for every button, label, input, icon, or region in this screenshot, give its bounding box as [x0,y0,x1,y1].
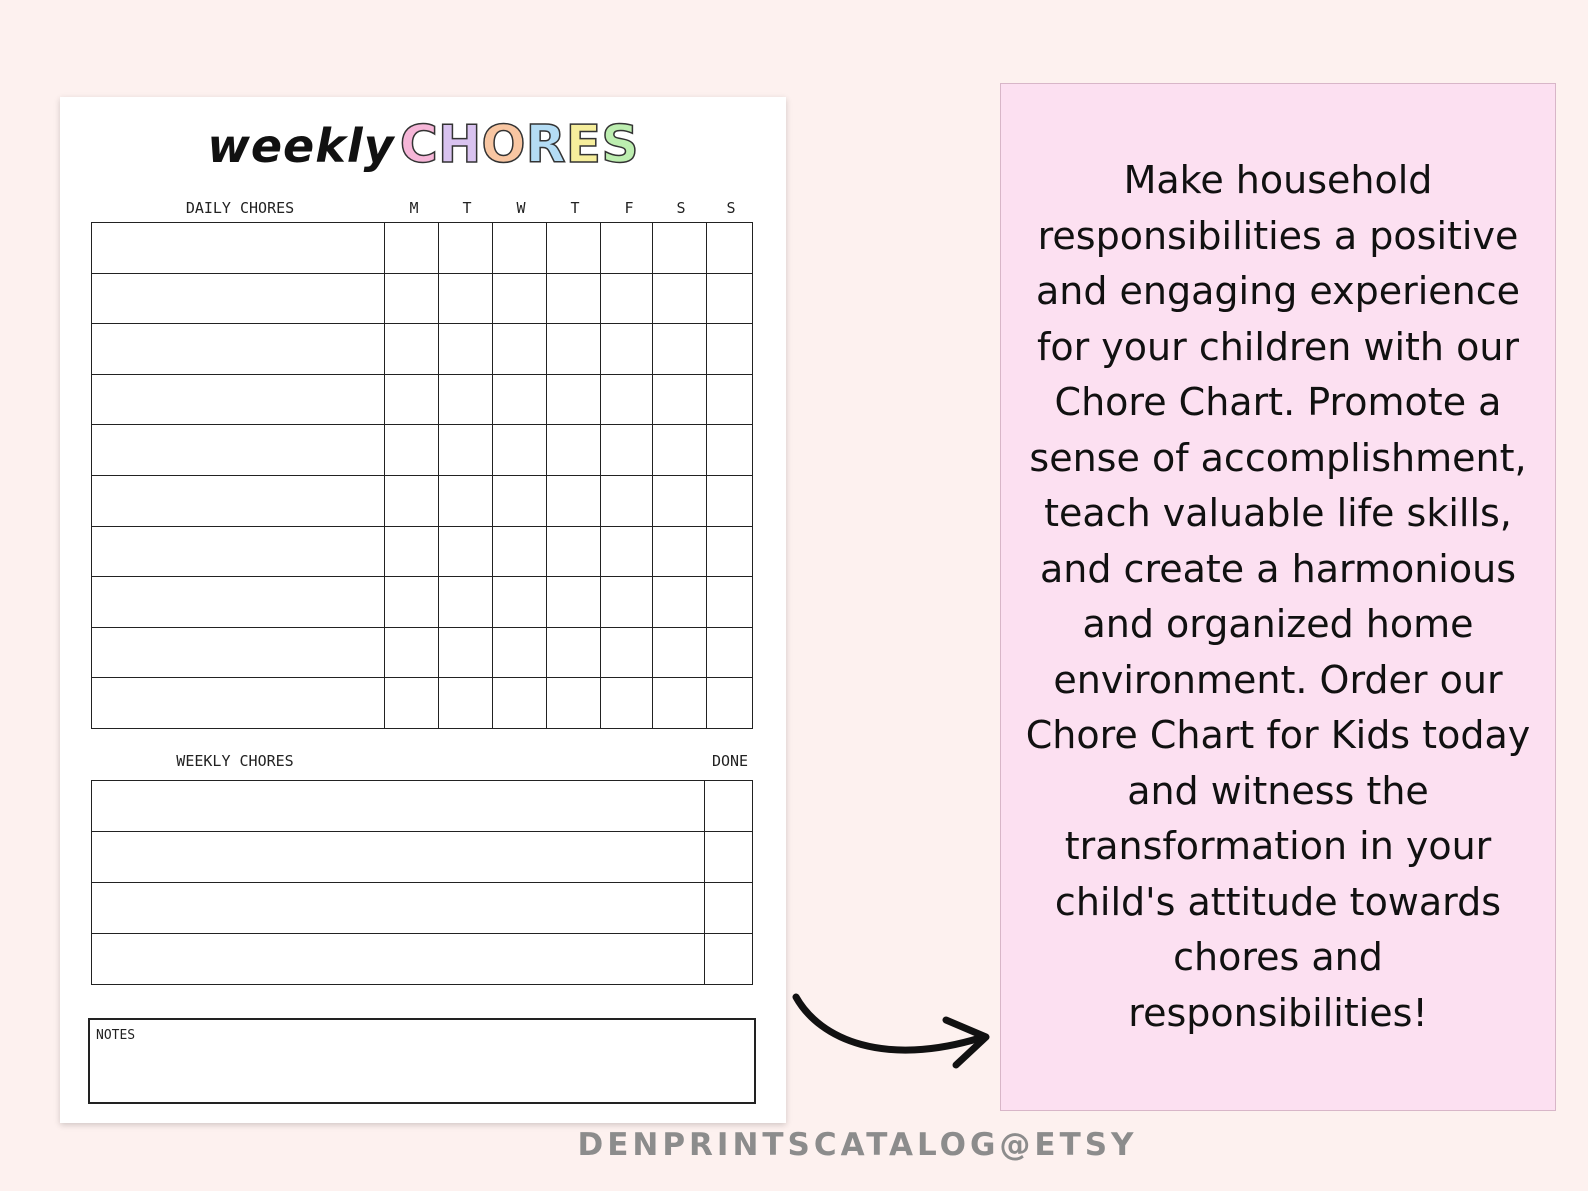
day-header-6: S [726,199,736,217]
done-cell [705,883,753,934]
weekly-chores-table [91,780,753,985]
day-header-5: S [676,199,686,217]
etsy-shop-footer: DENPRINTSCATALOG@ETSY [577,1127,1138,1163]
checkbox-cell [601,475,653,526]
checkbox-cell [492,678,546,729]
checkbox-cell [601,273,653,324]
day-header-1: T [462,199,472,217]
checkbox-cell [653,475,706,526]
checkbox-cell [439,627,492,678]
done-header: DONE [711,752,749,770]
notes-box [88,1018,756,1104]
checkbox-cell [601,577,653,628]
table-row [92,425,753,476]
checkbox-cell [439,273,492,324]
checkbox-cell [492,425,546,476]
checkbox-cell [546,475,600,526]
notes-label: NOTES [96,1028,136,1043]
checkbox-cell [706,577,752,628]
checkbox-cell [706,678,752,729]
title-letter-0: C [399,115,438,175]
chore-cell [92,475,385,526]
day-header-0: M [409,199,419,217]
checkbox-cell [439,425,492,476]
chore-cell [92,627,385,678]
chore-cell [92,425,385,476]
checkbox-cell [706,324,752,375]
checkbox-cell [384,324,438,375]
checkbox-cell [706,425,752,476]
checkbox-cell [601,678,653,729]
checkbox-cell [384,475,438,526]
checkbox-cell [601,627,653,678]
checkbox-cell [439,526,492,577]
checkbox-cell [439,324,492,375]
checkbox-cell [601,223,653,274]
day-header-2: W [516,199,526,217]
checkbox-cell [653,678,706,729]
checkbox-cell [653,374,706,425]
checkbox-cell [384,223,438,274]
checkbox-cell [546,526,600,577]
checkbox-cell [384,526,438,577]
checkbox-cell [439,223,492,274]
checkbox-cell [439,577,492,628]
checkbox-cell [492,223,546,274]
curved-arrow-icon [790,985,1000,1075]
checkbox-cell [384,577,438,628]
table-row [92,273,753,324]
weekly-chores-header: WEEKLY CHORES [176,752,294,770]
checkbox-cell [706,223,752,274]
daily-chores-header: DAILY CHORES [185,199,295,217]
title-letter-2: O [481,115,526,175]
table-row [92,627,753,678]
checkbox-cell [653,324,706,375]
done-cell [705,934,753,985]
chore-cell [92,678,385,729]
checkbox-cell [653,425,706,476]
checkbox-cell [546,425,600,476]
checkbox-cell [653,526,706,577]
table-row [92,883,753,934]
checkbox-cell [492,627,546,678]
checkbox-cell [492,577,546,628]
daily-chores-table [91,222,753,729]
chore-cell [92,324,385,375]
checkbox-cell [601,425,653,476]
table-row [92,832,753,883]
checkbox-cell [546,374,600,425]
checkbox-cell [384,627,438,678]
checkbox-cell [546,273,600,324]
checkbox-cell [384,678,438,729]
checkbox-cell [384,425,438,476]
title-letter-3: R [525,115,566,175]
chore-cell [92,223,385,274]
title-letter-1: H [437,115,482,175]
table-row [92,678,753,729]
title-word-chores [400,115,639,175]
checkbox-cell [546,627,600,678]
chore-chart-sheet [60,97,786,1123]
checkbox-cell [492,526,546,577]
checkbox-cell [439,475,492,526]
checkbox-cell [706,374,752,425]
table-row [92,781,753,832]
chore-cell [92,374,385,425]
chore-cell [92,577,385,628]
done-cell [705,781,753,832]
chore-cell [92,526,385,577]
checkbox-cell [601,526,653,577]
checkbox-cell [546,223,600,274]
table-row [92,374,753,425]
checkbox-cell [546,577,600,628]
checkbox-cell [653,577,706,628]
table-row [92,475,753,526]
checkbox-cell [706,475,752,526]
title-word-weekly: weekly [207,119,395,173]
checkbox-cell [653,223,706,274]
checkbox-cell [653,627,706,678]
weekly-chore-cell [92,934,705,985]
weekly-chore-cell [92,781,705,832]
chore-cell [92,273,385,324]
table-row [92,526,753,577]
day-header-3: T [570,199,580,217]
day-header-4: F [624,199,634,217]
checkbox-cell [492,273,546,324]
sheet-title [60,115,786,175]
table-row [92,934,753,985]
checkbox-cell [706,526,752,577]
checkbox-cell [601,324,653,375]
checkbox-cell [492,374,546,425]
checkbox-cell [384,374,438,425]
table-row [92,223,753,274]
description-text: Make household responsibilities a positive and engaging experience for your children with our Chore Chart. Promote a sense of accomplishment, teach valuable life skills, and create a harmonious and organized home environment. Order our Chore Chart for Kids today and witness the transformation in your child's attitude towards chores and responsibilities! [1025,158,1531,1035]
checkbox-cell [439,678,492,729]
checkbox-cell [601,374,653,425]
weekly-chore-cell [92,883,705,934]
checkbox-cell [492,475,546,526]
done-cell [705,832,753,883]
title-letter-5: S [601,115,639,175]
checkbox-cell [706,627,752,678]
checkbox-cell [546,324,600,375]
table-row [92,324,753,375]
checkbox-cell [492,324,546,375]
title-letter-4: E [565,115,602,175]
checkbox-cell [384,273,438,324]
table-row [92,577,753,628]
description-panel [1000,83,1556,1111]
checkbox-cell [653,273,706,324]
checkbox-cell [706,273,752,324]
weekly-chore-cell [92,832,705,883]
checkbox-cell [439,374,492,425]
checkbox-cell [546,678,600,729]
